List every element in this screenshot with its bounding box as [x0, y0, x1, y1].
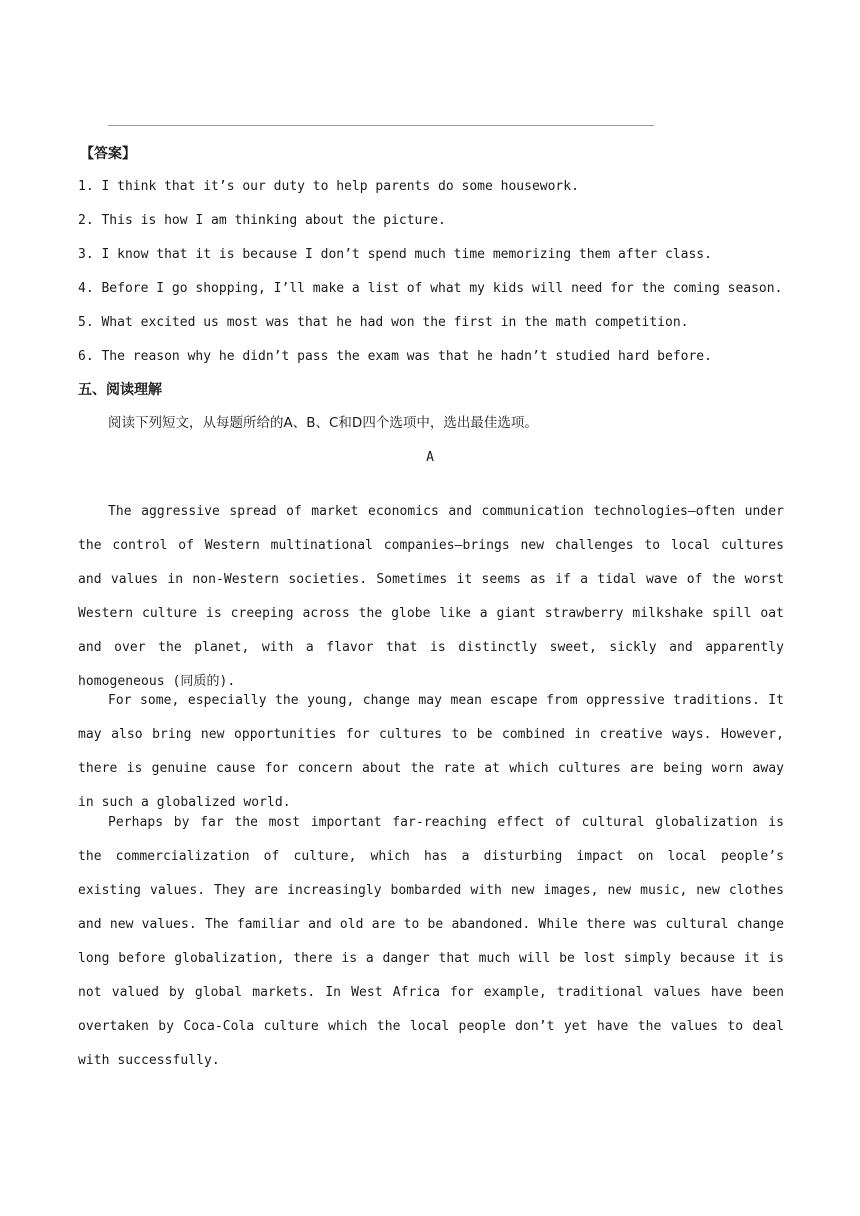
- answer-line-divider: [108, 125, 654, 126]
- answer-item: 2. This is how I am thinking about the picture.: [78, 213, 446, 228]
- passage-paragraph: The aggressive spread of market economics and communication technologies—often under the control of Western multinational companies—brings new challenges to local cultures and values in non-Western societies. Sometimes it seems as if a tidal wave of the worst Western culture is creeping across the globe like a giant strawberry milkshake spill oat and over the planet, with a flavor that is distinctly sweet, sickly and apparently homogeneous (同质的).: [78, 504, 784, 689]
- answer-item: 6. The reason why he didn’t pass the exam was that he hadn’t studied hard before.: [78, 349, 712, 364]
- answer-item: 4. Before I go shopping, I’ll make a list of what my kids will need for the coming season.: [78, 281, 783, 296]
- section-title: 五、阅读理解: [78, 382, 162, 398]
- passage-paragraph: For some, especially the young, change may mean escape from oppressive traditions. It may also bring new opportunities for cultures to be combined in creative ways. However, there is genuine cause for concern about the rate at which cultures are being worn away in such a globalized world.: [78, 693, 784, 810]
- answer-header: 【答案】: [80, 146, 136, 162]
- reading-instruction: 阅读下列短文，从每题所给的A、B、C和D四个选项中，选出最佳选项。: [108, 415, 538, 431]
- passage-label: A: [426, 450, 434, 465]
- answer-item: 5. What excited us most was that he had won the first in the math competition.: [78, 315, 689, 330]
- answer-item: 3. I know that it is because I don’t spend much time memorizing them after class.: [78, 247, 712, 262]
- answer-item: 1. I think that it’s our duty to help parents do some housework.: [78, 179, 579, 194]
- answer-list: [78, 177, 782, 381]
- passage-paragraph: Perhaps by far the most important far-reaching effect of cultural globalization is the commercialization of culture, which has a disturbing impact on local people’s existing values. They are increasingly bombarded with new images, new music, new clothes and new values. The familiar and old are to be abandoned. While there was cultural change long before globalization, there is a danger that much will be lost simply because it is not valued by global markets. In West Africa for example, traditional values have been overtaken by Coca-Cola culture which the local people don’t yet have the values to deal with successfully.: [78, 815, 784, 1068]
